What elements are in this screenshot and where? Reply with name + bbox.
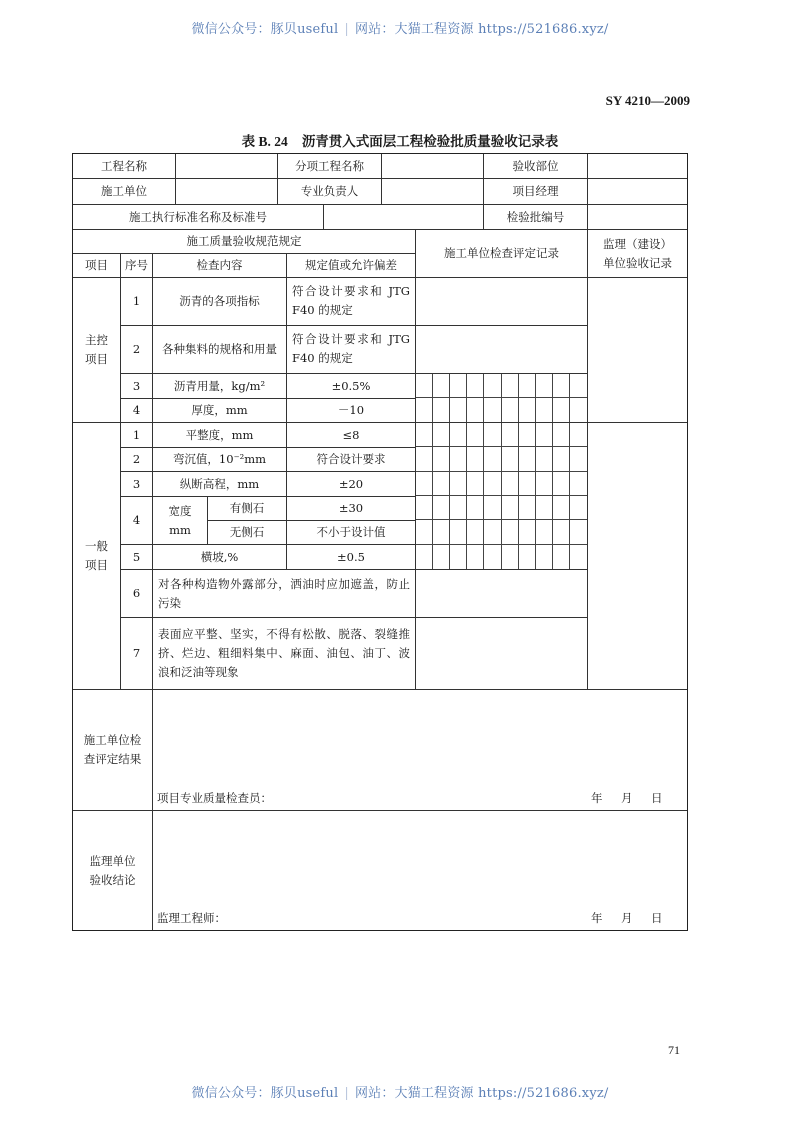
supervisor-signer-label: 监理工程师：: [157, 911, 226, 925]
contractor-signer-label: 项目专业质量检查员：: [157, 791, 272, 805]
gen-allowed-4b: 不小于设计值: [287, 521, 416, 545]
watermark-separator: |: [344, 22, 349, 37]
supervisor-conclusion-field[interactable]: [153, 811, 687, 930]
construction-unit-field[interactable]: [176, 179, 278, 205]
subproject-name-label: 分项工程名称: [278, 154, 382, 179]
gen-content-5: 横坡,%: [153, 545, 287, 570]
seq-header: 序号: [121, 254, 153, 278]
main-control-label: 主控项目: [73, 278, 121, 423]
gen-seq-5: 5: [121, 545, 153, 570]
mc-content-3: 沥青用量，kg/m²: [153, 374, 287, 399]
mc-seq-3: 3: [121, 374, 153, 399]
contractor-day: 日: [651, 791, 663, 805]
supervisor-month: 月: [621, 911, 633, 925]
mc-record-1[interactable]: [416, 278, 588, 326]
gen-allowed-2: 符合设计要求: [287, 448, 416, 472]
watermark-bottom: [0, 1082, 800, 1101]
mc-content-4: 厚度，mm: [153, 399, 287, 423]
gen-content-7: 表面应平整、坚实，不得有松散、脱落、裂缝推挤、烂边、粗细料集中、麻面、油包、油丁、波浪和泛油等现象: [153, 618, 416, 690]
supervisor-record-header: 监理（建设）单位验收记录: [588, 230, 687, 278]
gen-seq-4: 4: [121, 497, 153, 545]
gen-allowed-1: ≤8: [287, 423, 416, 448]
spec-group-header: 施工质量验收规范规定: [73, 230, 416, 254]
mc-content-1: 沥青的各项指标: [153, 278, 287, 326]
content-header: 检查内容: [153, 254, 287, 278]
mc-allowed-2: 符合设计要求和 JTG F40 的规定: [287, 326, 416, 374]
batch-number-field[interactable]: [588, 205, 687, 230]
contractor-month: 月: [621, 791, 633, 805]
acceptance-part-label: 验收部位: [484, 154, 588, 179]
gen-content-4: 宽度 mm: [153, 497, 208, 545]
watermark-site: 网站：大猫工程资源 https://521686.xyz/: [354, 1086, 609, 1101]
professional-lead-label: 专业负责人: [278, 179, 382, 205]
gen-content-4b: 无侧石: [208, 521, 287, 545]
acceptance-part-field[interactable]: [588, 154, 687, 179]
watermark-separator: |: [344, 1086, 349, 1101]
mc-allowed-4: －10: [287, 399, 416, 423]
gen-allowed-5: ±0.5: [287, 545, 416, 570]
inspection-record-table: [72, 153, 688, 931]
project-name-label: 工程名称: [73, 154, 176, 179]
gen-supervisor-record[interactable]: [588, 423, 687, 690]
item-header: 项目: [73, 254, 121, 278]
gen-seq-6: 6: [121, 570, 153, 618]
gen-content-1: 平整度，mm: [153, 423, 287, 448]
project-manager-label: 项目经理: [484, 179, 588, 205]
general-label: 一般项目: [73, 423, 121, 690]
supervisor-conclusion-label: 监理单位验收结论: [73, 811, 153, 930]
subproject-name-field[interactable]: [382, 154, 484, 179]
watermark-wechat: 微信公众号：豚贝useful: [191, 1086, 339, 1101]
gen-seq-3: 3: [121, 472, 153, 497]
gen-record-6[interactable]: [416, 570, 588, 618]
gen-content-4a: 有侧石: [208, 497, 287, 521]
gen-seq-1: 1: [121, 423, 153, 448]
table-title-text: 沥青贯入式面层工程检验批质量验收记录表: [301, 134, 559, 150]
mc-record-2[interactable]: [416, 326, 588, 374]
standard-label: 施工执行标准名称及标准号: [73, 205, 324, 230]
mc-seq-1: 1: [121, 278, 153, 326]
gen-measure-grid[interactable]: [416, 423, 588, 570]
table-code: 表 B. 24: [241, 134, 288, 149]
project-name-field[interactable]: [176, 154, 278, 179]
gen-seq-2: 2: [121, 448, 153, 472]
batch-number-label: 检验批编号: [484, 205, 588, 230]
gen-content-6: 对各种构造物外露部分，洒油时应加遮盖，防止污染: [153, 570, 416, 618]
mc-content-2: 各种集料的规格和用量: [153, 326, 287, 374]
construction-unit-label: 施工单位: [73, 179, 176, 205]
gen-allowed-4a: ±30: [287, 497, 416, 521]
standard-number: SY 4210—2009: [605, 93, 690, 108]
gen-seq-7: 7: [121, 618, 153, 690]
contractor-record-header: 施工单位检查评定记录: [416, 230, 588, 278]
mc-allowed-1: 符合设计要求和 JTG F40 的规定: [287, 278, 416, 326]
professional-lead-field[interactable]: [382, 179, 484, 205]
gen-content-3: 纵断高程，mm: [153, 472, 287, 497]
gen-allowed-3: ±20: [287, 472, 416, 497]
mc-allowed-3: ±0.5%: [287, 374, 416, 399]
supervisor-day: 日: [651, 911, 663, 925]
watermark-top: [0, 18, 800, 37]
gen-record-7[interactable]: [416, 618, 588, 690]
standard-field[interactable]: [324, 205, 484, 230]
gen-content-2: 弯沉值，10⁻²mm: [153, 448, 287, 472]
table-title: [0, 130, 800, 150]
mc-seq-2: 2: [121, 326, 153, 374]
page-number: 71: [668, 1043, 680, 1057]
mc-supervisor-record[interactable]: [588, 278, 687, 423]
supervisor-year: 年: [591, 911, 603, 925]
mc-seq-4: 4: [121, 399, 153, 423]
allowed-header: 规定值或允许偏差: [287, 254, 416, 278]
contractor-year: 年: [591, 791, 603, 805]
watermark-wechat: 微信公众号：豚贝useful: [191, 22, 339, 37]
watermark-site: 网站：大猫工程资源 https://521686.xyz/: [354, 22, 609, 37]
contractor-result-label: 施工单位检查评定结果: [73, 690, 153, 811]
mc-measure-grid[interactable]: [416, 374, 588, 423]
project-manager-field[interactable]: [588, 179, 687, 205]
